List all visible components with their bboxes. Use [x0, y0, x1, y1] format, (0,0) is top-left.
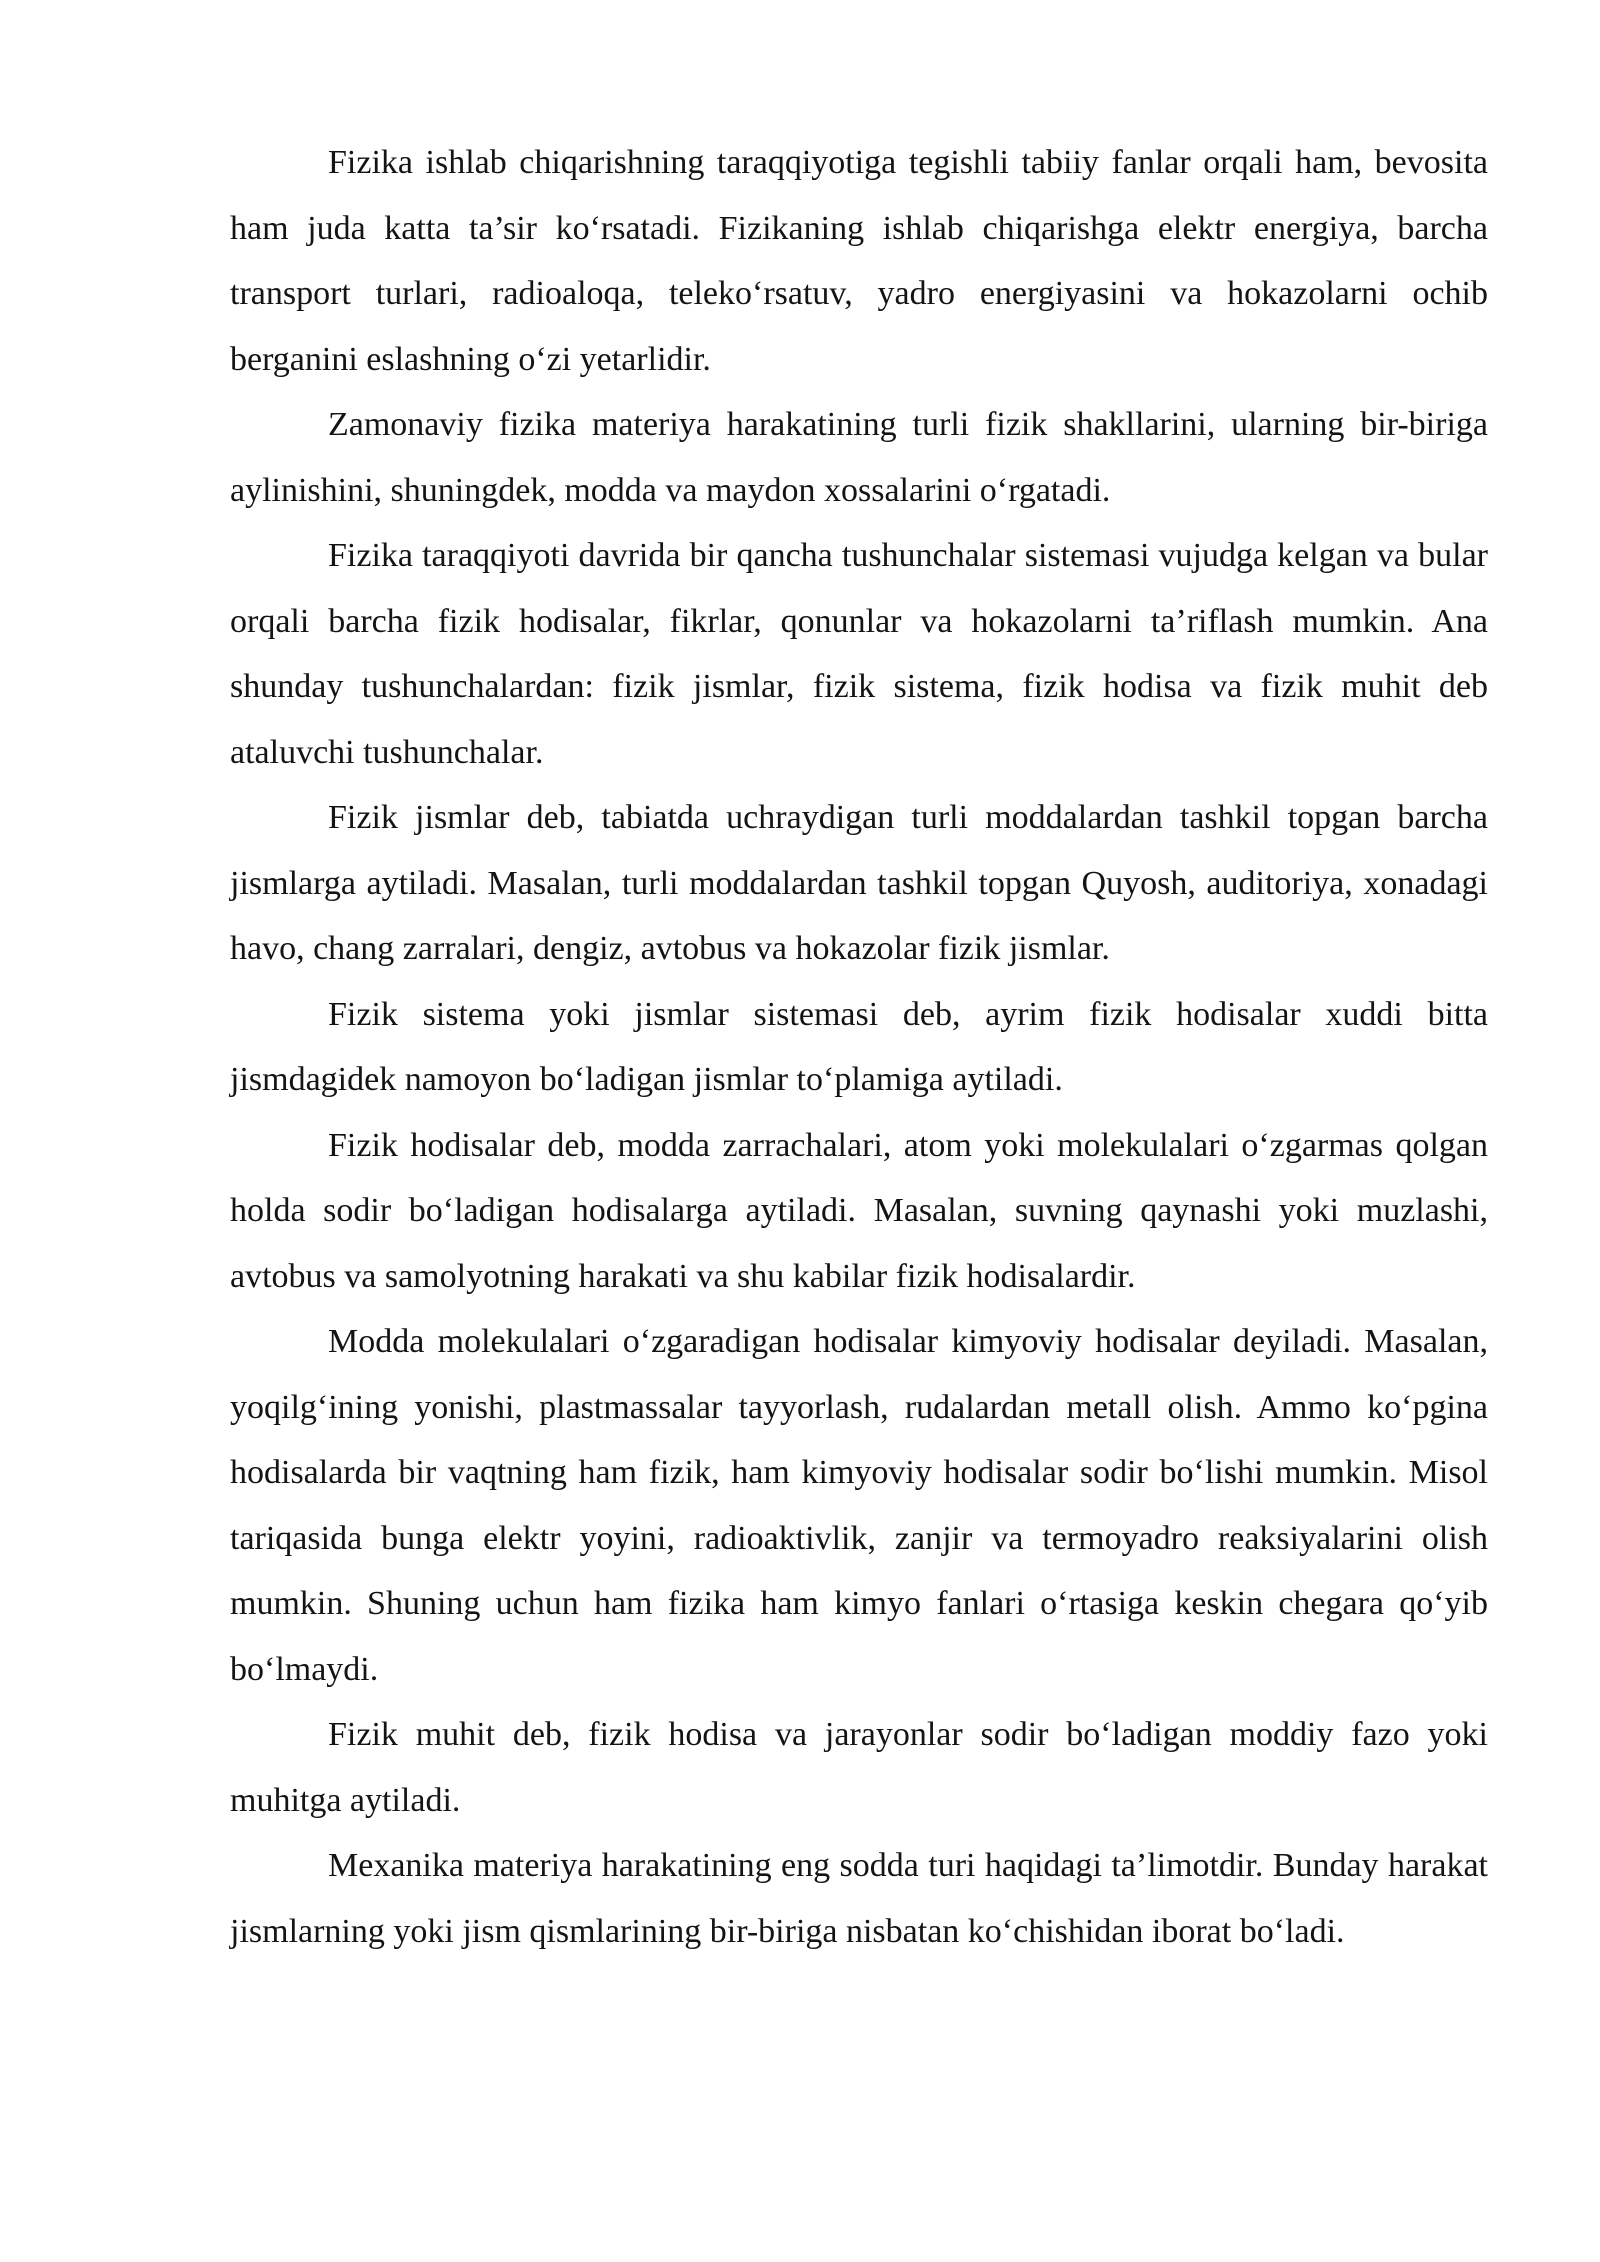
paragraph-mechanics: Mexanika materiya harakatining eng sodda turi haqidagi ta’limotdir. Bunday harakat jismlarning yoki jism qismlarining bir-biriga nisbatan ko‘chishidan iborat bo‘ladi.	[230, 1847, 1488, 1950]
paragraph-physical-medium: Fizik muhit deb, fizik hodisa va jarayonlar sodir bo‘ladigan moddiy fazo yoki muhitga aytiladi.	[230, 1716, 1488, 1819]
paragraph-concept-systems: Fizika taraqqiyoti davrida bir qancha tushunchalar sistemasi vujudga kelgan va bular orqali barcha fizik hodisalar, fikrlar, qonunlar va hokazolarni ta’riflash mumkin. Ana shunday tushunchalardan: fizik jismlar, fizik sistema, fizik hodisa va fizik muhit deb ataluvchi tushunchalar.	[230, 537, 1488, 771]
paragraph-physical-bodies: Fizik jismlar deb, tabiatda uchraydigan turli moddalardan tashkil topgan barcha jismlarga aytiladi. Masalan, turli moddalardan tashkil topgan Quyosh, auditoriya, xonadagi havo, chang zarralari, dengiz, avtobus va hokazolar fizik jismlar.	[230, 799, 1488, 967]
paragraph-physical-system: Fizik sistema yoki jismlar sistemasi deb, ayrim fizik hodisalar xuddi bitta jismdagidek namoyon bo‘ladigan jismlar to‘plamiga aytiladi.	[230, 995, 1488, 1098]
paragraph-chemical-phenomena: Modda molekulalari o‘zgaradigan hodisalar kimyoviy hodisalar deyiladi. Masalan, yoqilg‘ining yonishi, plastmassalar tayyorlash, rudalardan metall olish. Ammo ko‘pgina hodisalarda bir vaqtning ham fizik, ham kimyoviy hodisalar sodir bo‘lishi mumkin. Misol tariqasida bunga elektr yoyini, radioaktivlik, zanjir va termoyadro reaksiyalarini olish mumkin. Shuning uchun ham fizika ham kimyo fanlari o‘rtasiga keskin chegara qo‘yib bo‘lmaydi.	[230, 1323, 1488, 1688]
document-page	[230, 130, 1488, 1964]
paragraph-modern-physics: Zamonaviy fizika materiya harakatining turli fizik shakllarini, ularning bir-biriga aylinishini, shuningdek, modda va maydon xossalarini o‘rgatadi.	[230, 406, 1488, 509]
paragraph-physics-production: Fizika ishlab chiqarishning taraqqiyotiga tegishli tabiiy fanlar orqali ham, bevosita ham juda katta ta’sir ko‘rsatadi. Fizikaning ishlab chiqarishga elektr energiya, barcha transport turlari, radioaloqa, teleko‘rsatuv, yadro energiyasini va hokazolarni ochib berganini eslashning o‘zi yetarlidir.	[230, 144, 1488, 378]
paragraph-physical-phenomena: Fizik hodisalar deb, modda zarrachalari, atom yoki molekulalari o‘zgarmas qolgan holda sodir bo‘ladigan hodisalarga aytiladi. Masalan, suvning qaynashi yoki muzlashi, avtobus va samolyotning harakati va shu kabilar fizik hodisalardir.	[230, 1126, 1488, 1295]
